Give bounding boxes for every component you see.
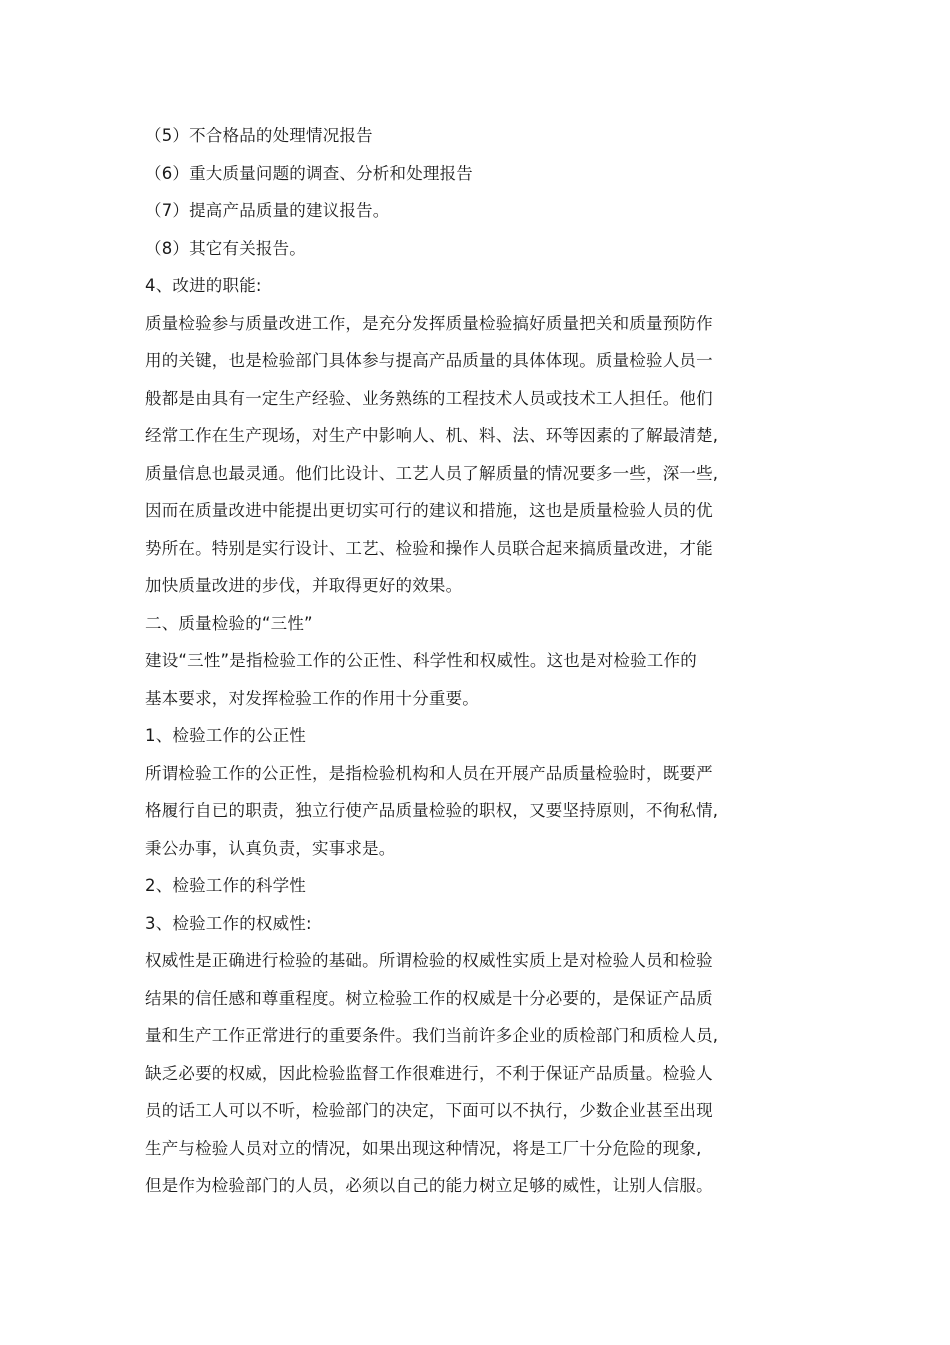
text-line: 二、质量检验的“三性” (145, 613, 313, 633)
heading-science (145, 867, 763, 905)
text-line: 3、检验工作的权威性: (145, 913, 312, 933)
text-line: 所谓检验工作的公正性，是指检验机构和人员在开展产品质量检验时，既要严 (145, 763, 713, 783)
text-line: 2、检验工作的科学性 (145, 876, 306, 895)
text-line: （5）不合格品的处理情况报告 (145, 126, 373, 145)
text-line: 结果的信任感和尊重程度。树立检验工作的权威是十分必要的，是保证产品质 (145, 988, 713, 1008)
heading-authority (145, 905, 763, 943)
text-line: （7）提高产品质量的建议报告。 (145, 201, 390, 220)
text-line: 经常工作在生产现场，对生产中影响人、机、料、法、环等因素的了解最清楚, (145, 426, 719, 445)
text-line: 1、检验工作的公正性 (145, 726, 306, 745)
para-fair (145, 755, 763, 868)
document-body (145, 117, 763, 1205)
text-line: 权威性是正确进行检验的基础。所谓检验的权威性实质上是对检验人员和检验 (145, 951, 713, 970)
item-5 (145, 117, 763, 155)
para-authority (145, 942, 763, 1205)
text-line: 秉公办事，认真负责，实事求是。 (145, 838, 396, 858)
text-line: 4、改进的职能: (145, 276, 262, 295)
text-line: 因而在质量改进中能提出更切实可行的建议和措施，这也是质量检验人员的优 (145, 501, 713, 520)
text-line: 势所在。特别是实行设计、工艺、检验和操作人员联合起来搞质量改进，才能 (145, 538, 713, 558)
heading-fair (145, 717, 763, 755)
text-line: 用的关键，也是检验部门具体参与提高产品质量的具体体现。质量检验人员一 (145, 351, 713, 370)
text-line: （6）重大质量问题的调查、分析和处理报告 (145, 163, 473, 183)
text-line: 格履行自已的职责，独立行使产品质量检验的职权，又要坚持原则，不徇私情, (145, 801, 719, 820)
text-line: 员的话工人可以不听，检验部门的决定，下面可以不执行，少数企业甚至出现 (145, 1101, 713, 1120)
text-line: 质量信息也最灵通。他们比设计、工艺人员了解质量的情况要多一些，深一些, (145, 463, 719, 483)
text-line: 基本要求，对发挥检验工作的作用十分重要。 (145, 688, 479, 708)
heading-three (145, 605, 763, 643)
text-line: 加快质量改进的步伐，并取得更好的效果。 (145, 576, 463, 595)
item-6 (145, 155, 763, 193)
text-line: （8）其它有关报告。 (145, 238, 306, 258)
para-improve (145, 305, 763, 605)
text-line: 生产与检验人员对立的情况，如果出现这种情况，将是工厂十分危险的现象, (145, 1138, 702, 1158)
text-line: 缺乏必要的权威，因此检验监督工作很难进行，不利于保证产品质量。检验人 (145, 1063, 713, 1083)
text-line: 建设“三性”是指检验工作的公正性、科学性和权威性。这也是对检验工作的 (145, 651, 697, 670)
item-8 (145, 230, 763, 268)
heading-improve (145, 267, 763, 305)
item-7 (145, 192, 763, 230)
text-line: 但是作为检验部门的人员，必须以自己的能力树立足够的威性，让别人信服。 (145, 1176, 713, 1195)
text-line: 量和生产工作正常进行的重要条件。我们当前许多企业的质检部门和质检人员, (145, 1026, 719, 1045)
text-line: 般都是由具有一定生产经验、业务熟练的工程技术人员或技术工人担任。他们 (145, 388, 713, 408)
para-three (145, 642, 763, 717)
text-line: 质量检验参与质量改进工作，是充分发挥质量检验搞好质量把关和质量预防作 (145, 313, 713, 333)
